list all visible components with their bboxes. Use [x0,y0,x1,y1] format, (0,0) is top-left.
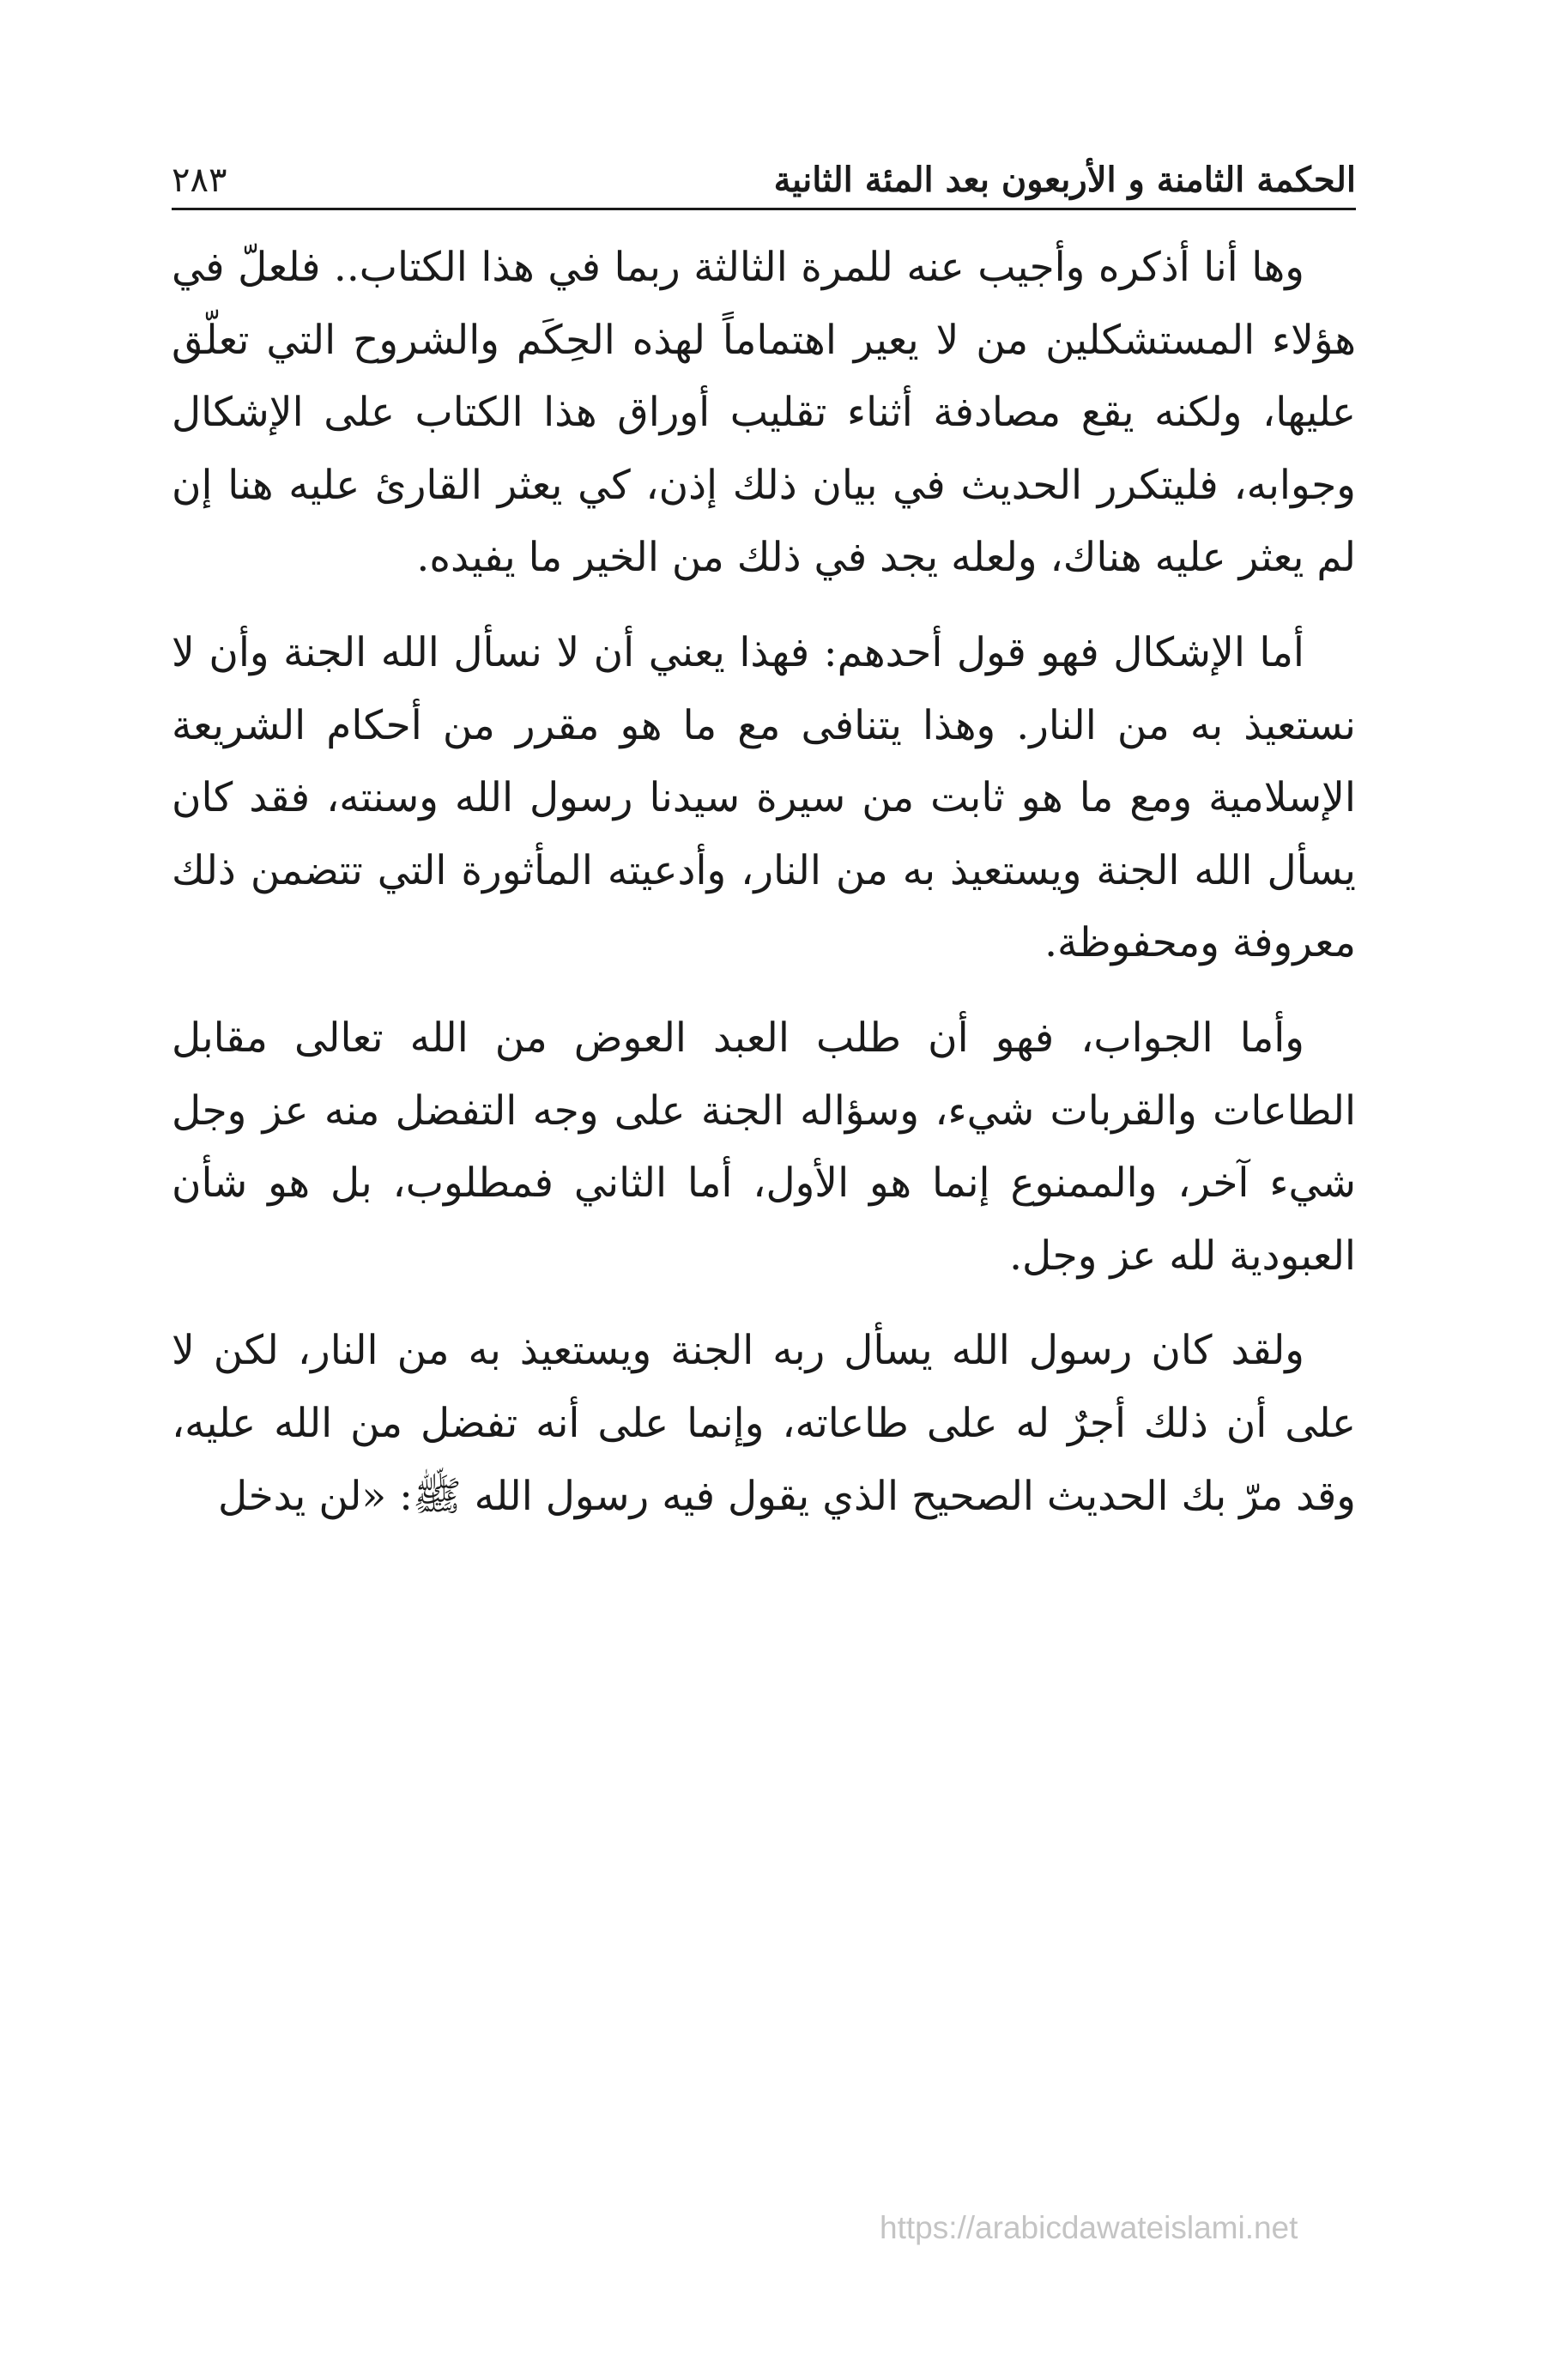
header-title: الحكمة الثامنة و الأربعون بعد المئة الثانية [773,160,1356,200]
paragraph-1: وها أنا أذكره وأجيب عنه للمرة الثالثة ربما في هذا الكتاب.. فلعلّ في هؤلاء المستشكلين من لا يعير اهتماماً لهذه الحِكَم والشروح التي تعلّق عليها، ولكنه يقع مصادفة أثناء تقليب أوراق هذا الكتاب على الإشكال وجوابه، فليتكرر الحديث في بيان ذلك إذن، كي يعثر القارئ عليه هنا إن لم يعثر عليه هناك، ولعله يجد في ذلك من الخير ما يفيده. [172,244,1356,582]
page-number: ٢٨٣ [172,160,227,200]
body-text [172,232,1356,1708]
running-header [172,129,1356,210]
paragraph-3: وأما الجواب، فهو أن طلب العبد العوض من الله تعالى مقابل الطاعات والقربات شيء، وسؤاله الجنة على وجه التفضل منه عز وجل شيء آخر، والممنوع إنما هو الأول، أما الثاني فمطلوب، بل هو شأن العبودية لله عز وجل. [172,1014,1356,1280]
watermark-url: https://arabicdawateislami.net [880,2210,1298,2245]
paragraph-2: أما الإشكال فهو قول أحدهم: فهذا يعني أن لا نسأل الله الجنة وأن لا نستعيذ به من النار. وهذا يتنافى مع ما هو مقرر من أحكام الشريعة الإسلامية ومع ما هو ثابت من سيرة سيدنا رسول الله وسنته، فقد كان يسأل الله الجنة ويستعيذ به من النار، وأدعيته المأثورة التي تتضمن ذلك معروفة ومحفوظة. [172,628,1356,967]
paragraph-4: ولقد كان رسول الله يسأل ربه الجنة ويستعيذ به من النار، لكن لا على أن ذلك أجرٌ له على طاعاته، وإنما على أنه تفضل من الله عليه، وقد مرّ بك الحديث الصحيح الذي يقول فيه رسول الله ﷺ: «لن يدخل [172,1327,1356,1520]
